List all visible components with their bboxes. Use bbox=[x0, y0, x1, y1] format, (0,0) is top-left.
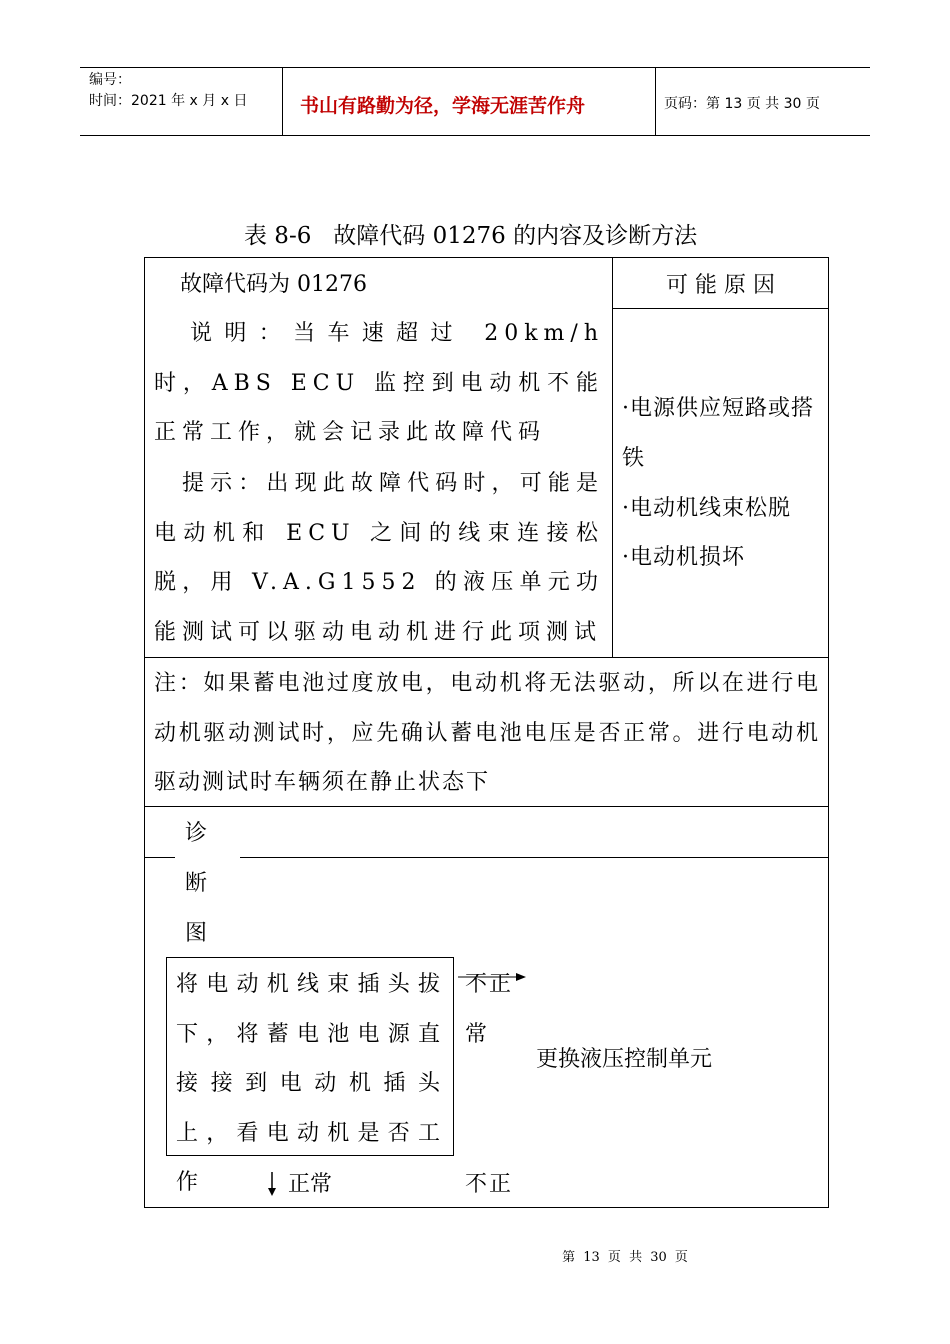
cause-item: ·电源供应短路或搭铁 bbox=[622, 396, 814, 471]
arrow-down-icon bbox=[264, 1172, 280, 1198]
flow-step-text: 将电动机线束插头拔下，将蓄电池电源直接接到电动机插头上，看电动机是否工作 bbox=[176, 972, 446, 1195]
table-border-right bbox=[828, 257, 829, 1208]
table-caption: 表 8-6 故障代码 01276 的内容及诊断方法 bbox=[244, 223, 698, 249]
abnormal-label-bottom: 不正 bbox=[465, 1172, 514, 1197]
diagram-label-char: 图 bbox=[185, 921, 208, 946]
diagram-label-char: 诊 bbox=[185, 821, 208, 846]
header-bottom-rule bbox=[80, 135, 870, 136]
page-label: 页码：第 13 页 共 30 页 bbox=[664, 96, 820, 112]
header-divider-left bbox=[282, 67, 283, 136]
table-border-left bbox=[144, 257, 145, 1208]
header-divider-right bbox=[655, 67, 656, 136]
abnormal-label: 不正常 bbox=[465, 972, 514, 1047]
note-text: 注：如果蓄电池过度放电，电动机将无法驱动，所以在进行电动机驱动测试时，应先确认蓄电池电压是否正常。进行电动机驱动测试时车辆须在静止状态下 bbox=[154, 671, 820, 795]
header-top-rule bbox=[80, 67, 870, 68]
result-action: 更换液压控制单元 bbox=[536, 1047, 713, 1072]
table-border-top bbox=[144, 257, 829, 258]
diagram-rule-right bbox=[240, 857, 829, 858]
motto: 书山有路勤为径，学海无涯苦作舟 bbox=[300, 95, 586, 117]
normal-label: 正常 bbox=[288, 1172, 333, 1197]
row-rule-1 bbox=[144, 657, 829, 658]
causes-column-divider bbox=[612, 257, 613, 657]
diagram-rule-left bbox=[144, 857, 175, 858]
fault-description: 说明：当车速超过 20km/h 时，ABS ECU 监控到电动机不能正常工作，就会记录此故障代码 bbox=[154, 321, 604, 445]
causes-header: 可 能 原 因 bbox=[666, 273, 775, 298]
fault-code-line: 故障代码为 01276 bbox=[180, 272, 367, 297]
footer-page-number: 第 13 页 共 30 页 bbox=[562, 1250, 688, 1265]
arrow-right-icon bbox=[458, 966, 528, 986]
cause-item: ·电动机线束松脱 bbox=[622, 496, 791, 521]
fault-hint: 提示：出现此故障代码时，可能是电动机和 ECU 之间的线束连接松脱，用 V.A.G1552 的液压单元功能测试可以驱动电动机进行此项测试 bbox=[154, 471, 604, 645]
diagram-label-char: 断 bbox=[185, 871, 208, 896]
serial-label: 编号： bbox=[89, 72, 131, 88]
cause-item: ·电动机损坏 bbox=[622, 545, 745, 570]
time-label: 时间：2021 年 x 月 x 日 bbox=[89, 93, 248, 109]
